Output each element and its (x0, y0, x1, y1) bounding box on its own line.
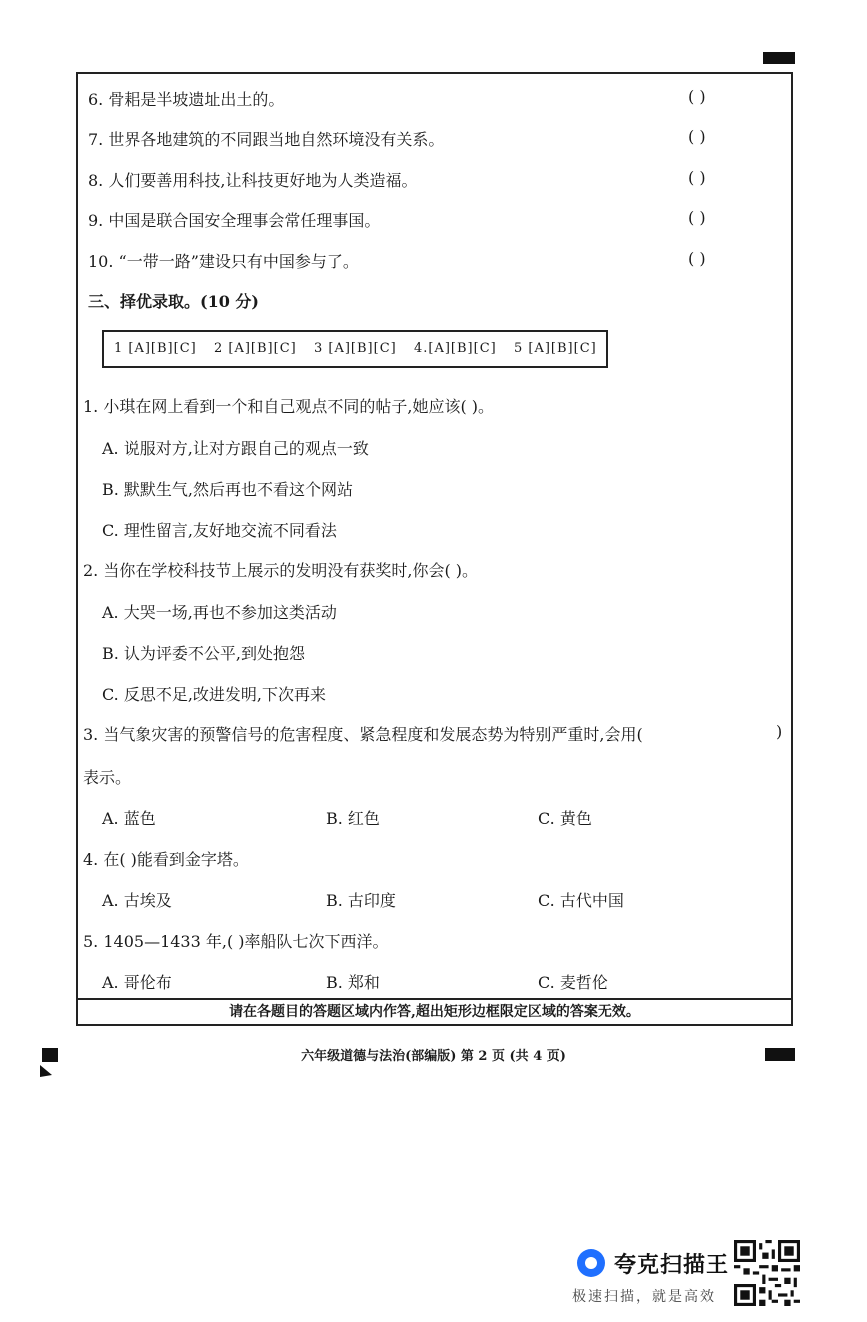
question-5-option-c: C. 麦哲伦 (538, 973, 608, 992)
answer-bubble-5[interactable]: 5 [A][B][C] (514, 341, 597, 356)
answer-bubble-3[interactable]: 3 [A][B][C] (314, 341, 397, 356)
question-4-option-b: B. 古印度 (326, 891, 396, 910)
judge-item-8: 8. 人们要善用科技,让科技更好地为人类造福。 (88, 171, 418, 190)
judge-paren-7[interactable]: ( ) (688, 127, 706, 146)
question-3-stem-cont: 表示。 (83, 768, 132, 787)
corner-tick-icon (40, 1065, 54, 1079)
scanner-watermark (572, 1244, 862, 1314)
judge-item-6: 6. 骨耜是半坡遗址出土的。 (88, 90, 285, 109)
answer-bubble-1[interactable]: 1 [A][B][C] (114, 341, 197, 356)
question-1-option-c: C. 理性留言,友好地交流不同看法 (102, 521, 337, 540)
question-5-option-b: B. 郑和 (326, 973, 380, 992)
watermark-brand-name: 夸克扫描王 (614, 1253, 730, 1278)
answer-bubble-2[interactable]: 2 [A][B][C] (214, 341, 297, 356)
page-footer: 六年级道德与法治(部编版) 第 2 页 (共 4 页) (301, 1049, 566, 1064)
question-4-stem: 4. 在( )能看到金字塔。 (83, 850, 249, 869)
question-3-option-a: A. 蓝色 (102, 809, 156, 828)
question-4-option-c: C. 古代中国 (538, 891, 624, 910)
section-3-title: 三、择优录取。(10 分) (88, 292, 259, 311)
answer-bubble-4[interactable]: 4.[A][B][C] (414, 341, 497, 356)
answer-frame (76, 72, 793, 1026)
question-4-option-a: A. 古埃及 (102, 891, 172, 910)
question-2-stem: 2. 当你在学校科技节上展示的发明没有获奖时,你会( )。 (83, 561, 479, 580)
judge-paren-6[interactable]: ( ) (688, 87, 706, 106)
question-3-close-paren: ) (776, 722, 783, 741)
watermark-slogan: 极速扫描，就是高效 (572, 1289, 716, 1305)
judge-paren-9[interactable]: ( ) (688, 208, 706, 227)
answer-bubble-grid (102, 330, 608, 368)
question-3-option-b: B. 红色 (326, 809, 380, 828)
question-3-stem: 3. 当气象灾害的预警信号的危害程度、紧急程度和发展态势为特别严重时,会用( (83, 725, 643, 744)
question-1-option-a: A. 说服对方,让对方跟自己的观点一致 (102, 439, 369, 458)
question-5-stem: 5. 1405—1433 年,( )率船队七次下西洋。 (83, 932, 389, 951)
qr-code-icon (734, 1240, 800, 1306)
question-1-option-b: B. 默默生气,然后再也不看这个网站 (102, 480, 354, 499)
question-1-stem: 1. 小琪在网上看到一个和自己观点不同的帖子,她应该( )。 (83, 397, 495, 416)
answer-area-notice: 请在各题目的答题区域内作答,超出矩形边框限定区域的答案无效。 (78, 998, 791, 1024)
judge-item-10: 10. “一带一路”建设只有中国参与了。 (88, 252, 359, 271)
judge-item-9: 9. 中国是联合国安全理事会常任理事国。 (88, 211, 381, 230)
question-2-option-a: A. 大哭一场,再也不参加这类活动 (102, 603, 337, 622)
quark-logo-icon (577, 1249, 605, 1277)
question-2-option-b: B. 认为评委不公平,到处抱怨 (102, 644, 306, 663)
judge-paren-10[interactable]: ( ) (688, 249, 706, 268)
registration-mark-top-right (763, 52, 795, 64)
question-3-option-c: C. 黄色 (538, 809, 592, 828)
question-5-option-a: A. 哥伦布 (102, 973, 172, 992)
judge-paren-8[interactable]: ( ) (688, 168, 706, 187)
judge-item-7: 7. 世界各地建筑的不同跟当地自然环境没有关系。 (88, 130, 445, 149)
question-2-option-c: C. 反思不足,改进发明,下次再来 (102, 685, 327, 704)
